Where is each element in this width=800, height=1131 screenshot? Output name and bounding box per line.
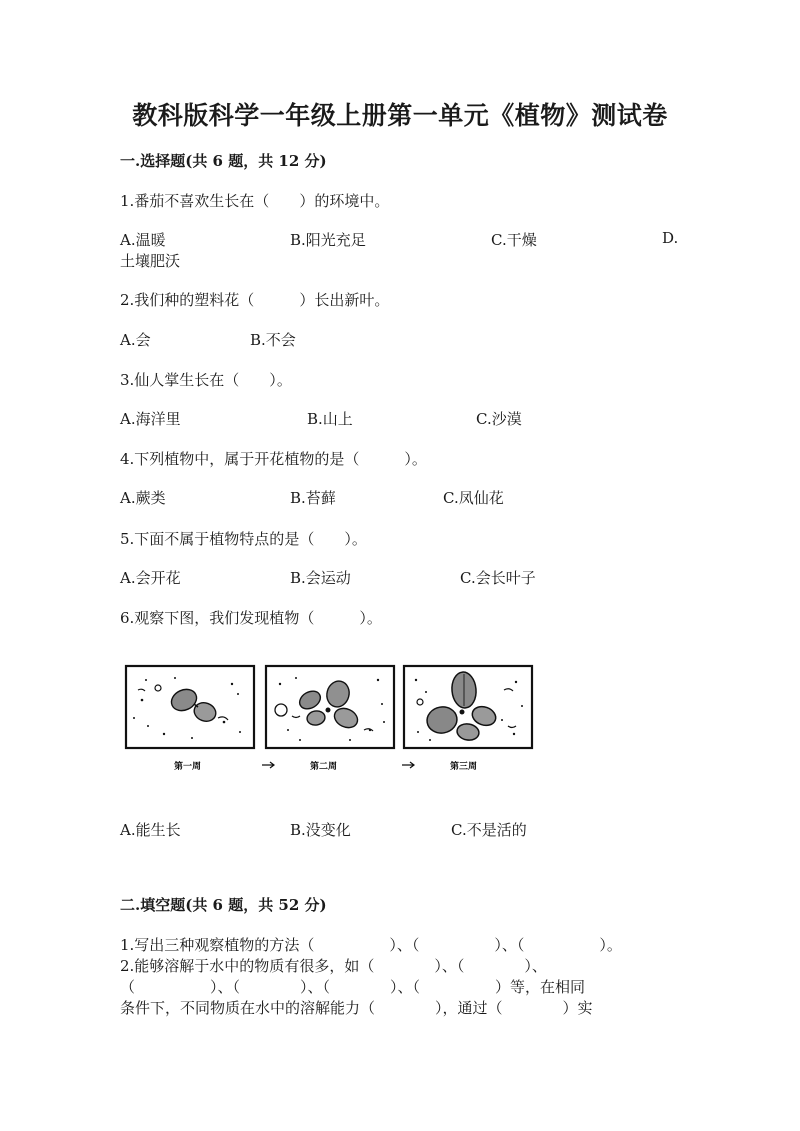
fill-question-2-cont-1: （ ）、（ ）、（ ）、（ ）等，在相同 [120, 978, 586, 996]
section-heading-choice: 一.选择题(共 6 题，共 12 分) [120, 152, 327, 170]
q4-option-b: B.苔藓 [290, 489, 336, 507]
question-5: 5.下面不属于植物特点的是（ ）。 [120, 530, 367, 548]
q5-option-b: B.会运动 [290, 569, 351, 587]
q6-option-a: A.能生长 [120, 821, 181, 839]
fill-question-1: 1.写出三种观察植物的方法（ ）、（ ）、（ ）。 [120, 936, 622, 954]
figure-label-week-3: 第三周 [450, 762, 478, 772]
section-heading-fill: 二.填空题(共 6 题，共 52 分) [120, 896, 327, 914]
q5-option-a: A.会开花 [120, 569, 181, 587]
question-1: 1.番茄不喜欢生长在（ ）的环境中。 [120, 192, 390, 210]
question-2: 2.我们种的塑料花（ ）长出新叶。 [120, 291, 390, 309]
fill-question-2: 2.能够溶解于水中的物质有很多，如（ ）、（ ）、 [120, 957, 547, 975]
q1-option-d-text: 土壤肥沃 [120, 252, 181, 270]
fill-question-2-cont-2: 条件下，不同物质在水中的溶解能力（ ），通过（ ）实 [120, 999, 593, 1017]
q4-option-c: C.凤仙花 [443, 489, 504, 507]
q3-option-b: B.山上 [307, 410, 353, 428]
page-title: 教科版科学一年级上册第一单元《植物》测试卷 [132, 101, 668, 130]
q3-option-a: A.海洋里 [120, 410, 181, 428]
question-3: 3.仙人掌生长在（ ）。 [120, 371, 292, 389]
week-1-panel [126, 666, 254, 748]
q2-option-b: B.不会 [250, 331, 296, 349]
q2-option-a: A.会 [120, 331, 151, 349]
q1-option-a: A.温暖 [120, 231, 166, 249]
q6-option-c: C.不是活的 [451, 821, 527, 839]
q6-option-b: B.没变化 [290, 821, 351, 839]
q1-option-b: B.阳光充足 [290, 231, 366, 249]
figure-label-week-1: 第一周 [174, 762, 202, 772]
week-2-panel [266, 666, 394, 748]
figure-label-week-2: 第二周 [310, 762, 338, 772]
week-3-panel [404, 666, 532, 748]
q3-option-c: C.沙漠 [476, 410, 522, 428]
q1-option-c: C.干燥 [491, 231, 537, 249]
q5-option-c: C.会长叶子 [460, 569, 536, 587]
q1-option-d: D. [662, 229, 679, 247]
plant-growth-figure [120, 660, 540, 780]
question-4: 4.下列植物中，属于开花植物的是（ ）。 [120, 450, 427, 468]
question-6: 6.观察下图，我们发现植物（ ）。 [120, 609, 382, 627]
q4-option-a: A.蕨类 [120, 489, 166, 507]
